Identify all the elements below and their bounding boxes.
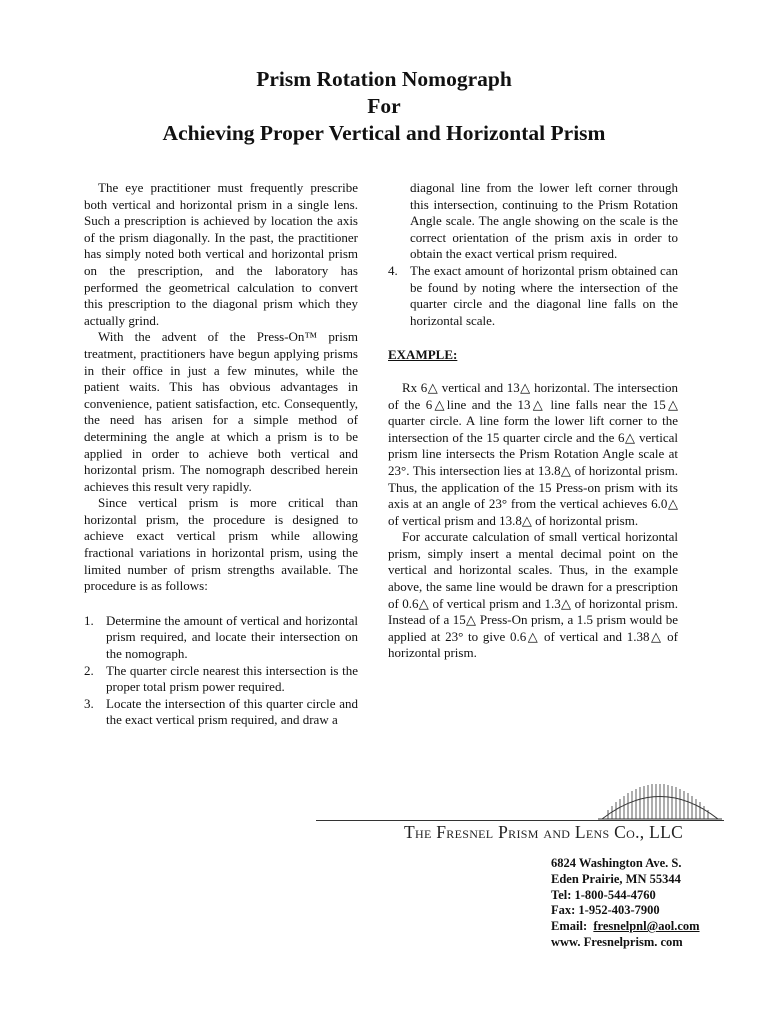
document-title <box>0 66 768 147</box>
step-number: 1. <box>84 612 94 628</box>
title-line-1: Prism Rotation Nomograph <box>256 67 512 91</box>
step-text: The exact amount of horizontal prism obtained can be found by noting where the intersection of the quarter circle and the diagonal line falls on the horizontal scale. <box>410 262 678 328</box>
address-line-1: 6824 Washington Ave. S. <box>551 856 682 870</box>
step-text: Determine the amount of vertical and horizontal prism required, and locate their intersection on the nomograph. <box>106 612 358 662</box>
email-link[interactable]: fresnelpnl@aol.com <box>593 919 700 934</box>
phone: Tel: 1-800-544-4760 <box>551 887 656 902</box>
address-line-2: Eden Prairie, MN 55344 <box>551 871 681 886</box>
step-3-continuation: diagonal line from the lower left corner through this intersection, continuing to the Prism Rotation Angle scale. The angle showing on the scale is the correct orientation of the prism axis in order to obtain the exact vertical prism required. <box>410 180 678 262</box>
email-label: Email: <box>551 919 588 934</box>
step-text: The quarter circle nearest this intersection is the proper total prism power required. <box>106 662 358 695</box>
step-item <box>388 263 678 329</box>
website-link[interactable]: www. Fresnelprism. com <box>551 934 683 949</box>
paragraph-intro: The eye practitioner must frequently prescribe both vertical and horizontal prism in a single lens. Such a prescription is achieved by location the axis of the prism diagonally. In the past, the practitioner has simply noted both vertical and horizontal prism on the prescription, and the laboratory has performed the geometrical calculation to convert this prescription to the diagonal prism which they actually grind. <box>84 180 358 328</box>
step-item <box>84 613 358 663</box>
step-number: 4. <box>388 262 398 278</box>
left-column <box>84 180 358 729</box>
step-number: 3. <box>84 695 94 711</box>
fax: Fax: 1-952-403-7900 <box>551 903 660 918</box>
step-item <box>84 663 358 696</box>
title-line-2: For <box>367 94 401 118</box>
paragraph-procedure: Since vertical prism is more critical than horizontal prism, the procedure is designed to achieve exact vertical prism while allowing fractional variations in horizontal prism, using the limited number of prism strengths available. The procedure is as follows: <box>84 495 358 594</box>
paragraph-press-on: With the advent of the Press-On™ prism treatment, practitioners have begun applying prisms in their office in just a few minutes, while the patient waits. This has obvious advantages in convenience, patient satisfaction, etc. Consequently, the need has arisen for a simple method of determining the angle at which a prism is to be applied in order to achieve both vertical and horizontal prism. The nomograph described herein achieves this result very rapidly. <box>84 329 358 494</box>
example-paragraph-1: Rx 6△ vertical and 13△ horizontal. The intersection of the 6△line and the 13△ line falls near the 15△ quarter circle. A line form the lower lift corner to the intersection of the 15 quarter circle and the 6△ vertical prism line intersects the Prism Rotation Angle scale at 23°. This intersection lies at 13.8△ of horizontal prism. Thus, the application of the 15 Press-on prism with its axis at an angle of 23° from the vertical achieves 6.0△ of vertical prism and 13.8△ of horizontal prism. <box>388 379 678 528</box>
step-item <box>84 696 358 729</box>
example-heading: EXAMPLE: <box>388 347 458 363</box>
email-line <box>551 919 700 935</box>
procedure-steps-continued <box>388 263 678 329</box>
step-text: Locate the intersection of this quarter circle and the exact vertical prism required, and draw a <box>106 695 358 728</box>
contact-block <box>551 856 700 951</box>
title-line-3: Achieving Proper Vertical and Horizontal Prism <box>162 121 606 145</box>
example-paragraph-2: For accurate calculation of small vertical horizontal prism, simply insert a mental decimal point on the vertical and horizontal scales. Thus, in the example above, the same line would be drawn for a prescription of 0.6△ of vertical prism and 1.3△ of horizontal prism. Instead of a 15△ Press-On prism, a 1.5 prism would be applied at 23° to give 0.6△ of vertical and 1.38△ of horizontal prism. <box>388 529 678 661</box>
right-column <box>388 180 678 662</box>
step-number: 2. <box>84 662 94 678</box>
procedure-steps <box>84 613 358 729</box>
footer-rule <box>316 820 724 821</box>
company-name: The Fresnel Prism and Lens Co., LLC <box>404 822 684 842</box>
company-logo-icon <box>598 780 722 825</box>
